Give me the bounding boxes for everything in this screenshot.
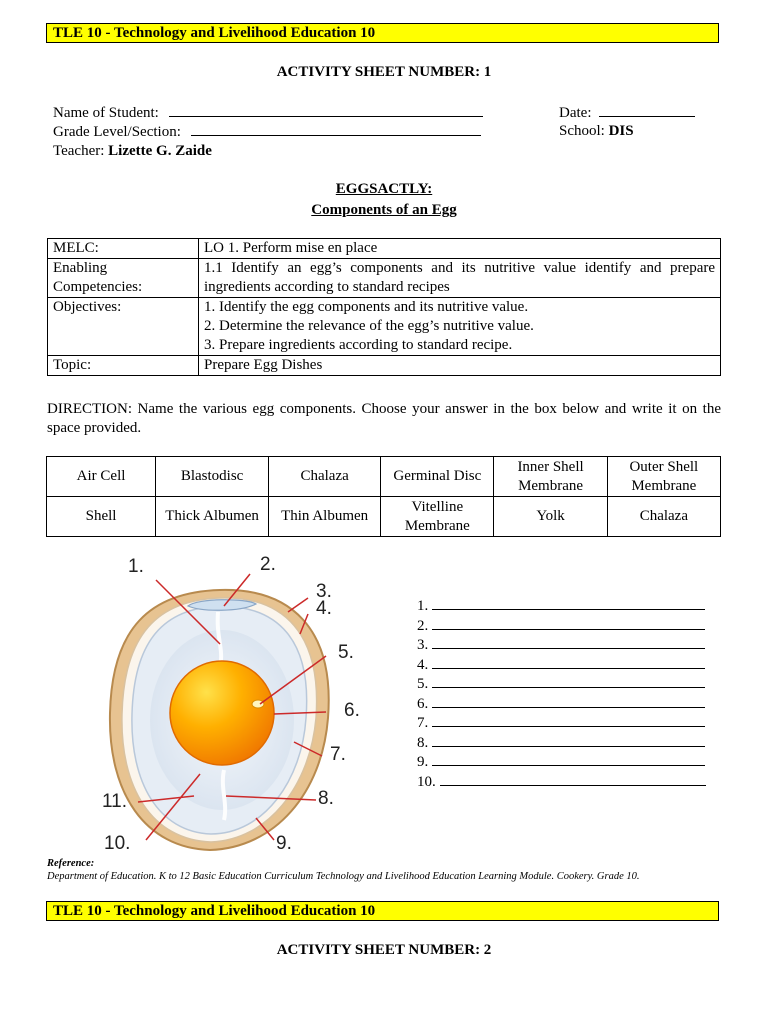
germinal-disc: [252, 700, 264, 708]
answer-list: [417, 597, 706, 792]
answer-number: 7.: [417, 715, 429, 731]
student-name-row: [53, 103, 483, 123]
answer-field[interactable]: [432, 714, 705, 727]
answer-field[interactable]: [432, 675, 705, 688]
school-label: School:: [559, 123, 605, 139]
answer-item: [417, 714, 706, 734]
competencies-value: 1.1 Identify an egg’s components and its nutritive value identify and prepare ingredients according to standard recipes: [199, 259, 721, 298]
diagram-label-7: 7.: [330, 744, 346, 765]
diagram-label-2: 2.: [260, 554, 276, 575]
topic-row: [48, 356, 721, 376]
diagram-label-11: 11.: [102, 791, 128, 812]
subject-banner-2: TLE 10 - Technology and Livelihood Education 10: [46, 901, 719, 921]
choice-cell: Chalaza: [607, 497, 720, 537]
choice-cell: Vitelline Membrane: [381, 497, 494, 537]
objective-item: 2. Determine the relevance of the egg’s nutritive value.: [204, 318, 534, 334]
diagram-label-5: 5.: [338, 642, 354, 663]
answer-number: 6.: [417, 695, 429, 712]
topic-value: Prepare Egg Dishes: [199, 356, 721, 376]
choice-cell: Germinal Disc: [381, 457, 494, 497]
grade-section-row: [53, 122, 481, 142]
grade-section-field[interactable]: [191, 122, 481, 136]
diagram-label-1: 1.: [128, 556, 144, 577]
answer-number: 5.: [417, 676, 429, 692]
competencies-row: [48, 259, 721, 298]
melc-key: MELC:: [48, 239, 199, 259]
student-name-label: Name of Student:: [53, 105, 159, 121]
answer-field[interactable]: [432, 617, 705, 630]
answer-number: 3.: [417, 637, 429, 653]
melc-value: LO 1. Perform mise en place: [199, 239, 721, 259]
lesson-title: EGGSACTLY:: [335, 181, 433, 197]
teacher-name: Lizette G. Zaide: [108, 143, 212, 159]
date-field[interactable]: [599, 103, 695, 117]
choice-cell: Thin Albumen: [269, 497, 381, 537]
school-row: [559, 122, 634, 141]
answer-item: [417, 753, 706, 773]
activity-sheet-title: ACTIVITY SHEET NUMBER: 1: [276, 64, 492, 80]
answer-item: [417, 734, 706, 754]
teacher-label: Teacher:: [53, 143, 105, 159]
date-row: [559, 103, 695, 123]
answer-field[interactable]: [432, 695, 705, 708]
reference-label: Reference:: [47, 858, 95, 869]
choices-row: [47, 457, 721, 497]
answer-item: [417, 675, 706, 695]
answer-item: [417, 656, 706, 676]
answer-item: [417, 636, 706, 656]
answer-item: [417, 773, 706, 793]
choice-cell: Inner Shell Membrane: [494, 457, 607, 497]
diagram-label-9: 9.: [276, 833, 292, 854]
answer-number: 4.: [417, 656, 429, 673]
answer-field[interactable]: [432, 636, 705, 649]
answer-item: [417, 597, 706, 617]
diagram-label-8: 8.: [318, 788, 334, 809]
choice-cell: Thick Albumen: [156, 497, 269, 537]
diagram-label-4: 4.: [316, 598, 332, 619]
reference: [47, 857, 719, 883]
lesson-subtitle: Components of an Egg: [311, 202, 457, 218]
choice-cell: Blastodisc: [156, 457, 269, 497]
choice-cell: Yolk: [494, 497, 607, 537]
objectives-key: Objectives:: [48, 298, 199, 356]
melc-table: [47, 238, 721, 376]
grade-section-label: Grade Level/Section:: [53, 124, 181, 140]
answer-field[interactable]: [432, 753, 705, 766]
subject-banner: TLE 10 - Technology and Livelihood Education 10: [46, 23, 719, 43]
student-name-field[interactable]: [169, 103, 483, 117]
diagram-label-6: 6.: [344, 700, 360, 721]
choice-cell: Outer Shell Membrane: [607, 457, 720, 497]
choice-cell: Air Cell: [47, 457, 156, 497]
objective-item: 1. Identify the egg components and its nutritive value.: [204, 299, 529, 315]
diagram-label-10: 10.: [104, 833, 131, 854]
teacher-row: [53, 142, 212, 161]
answer-field[interactable]: [432, 656, 705, 669]
yolk: [170, 661, 274, 765]
objectives-value: [199, 298, 721, 356]
answer-field[interactable]: [432, 734, 705, 747]
objectives-row: [48, 298, 721, 356]
answer-number: 9.: [417, 754, 429, 770]
direction-text: DIRECTION: Name the various egg components. Choose your answer in the box below and write it on the space provided.: [47, 401, 721, 436]
answer-item: [417, 695, 706, 715]
answer-item: [417, 617, 706, 637]
answer-field[interactable]: [432, 597, 705, 610]
choice-cell: Shell: [47, 497, 156, 537]
choices-row: [47, 497, 721, 537]
answer-field[interactable]: [440, 773, 706, 786]
reference-text: Department of Education. K to 12 Basic Education Curriculum Technology and Livelihood Education Learning Module. Cookery. Grade 10.: [47, 871, 640, 882]
choices-table: [46, 456, 721, 537]
chalaza-bottom: [223, 770, 225, 820]
objective-item: 3. Prepare ingredients according to standard recipe.: [204, 337, 513, 353]
answer-number: 1.: [417, 598, 429, 614]
answer-number: 10.: [417, 773, 436, 790]
choice-cell: Chalaza: [269, 457, 381, 497]
competencies-key: Enabling Competencies:: [48, 259, 199, 298]
topic-key: Topic:: [48, 356, 199, 376]
school-name: DIS: [608, 123, 634, 139]
date-label: Date:: [559, 105, 592, 121]
diagram-label-3: 3.: [316, 581, 332, 602]
egg-diagram: [90, 548, 380, 863]
activity-sheet-title-2: ACTIVITY SHEET NUMBER: 2: [276, 942, 492, 958]
answer-number: 8.: [417, 734, 429, 751]
egg-illustration: [90, 548, 380, 863]
melc-row: [48, 239, 721, 259]
answer-number: 2.: [417, 617, 429, 634]
